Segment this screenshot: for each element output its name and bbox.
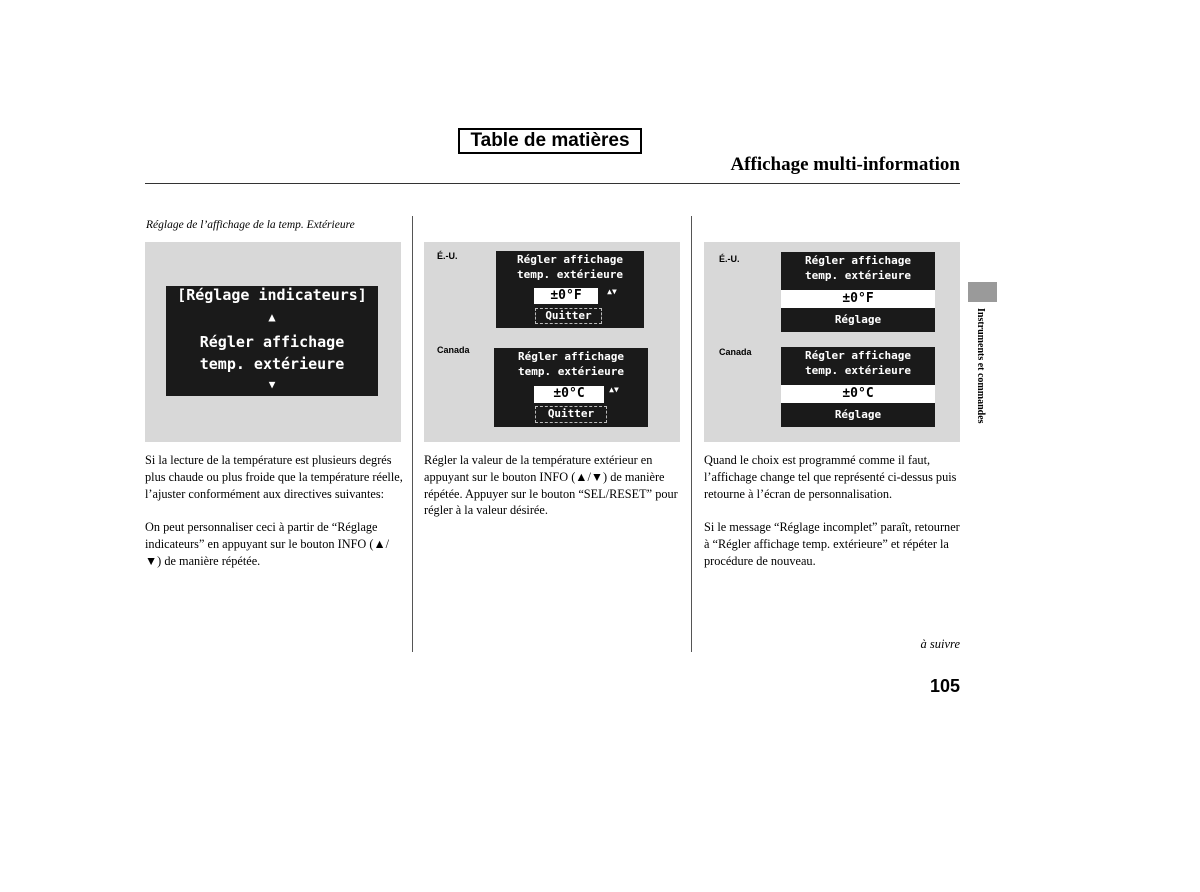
customize-display	[166, 286, 378, 396]
up-down-arrows-icon: ▲▼	[609, 385, 619, 394]
region-label: Canada	[719, 347, 752, 357]
header-rule	[145, 183, 960, 184]
display-title: Régler affichage	[805, 254, 911, 267]
temperature-value: ±0°F	[781, 290, 935, 308]
paragraph: Régler la valeur de la température extérieur en appuyant sur le bouton INFO (▲/▼) de manière répétée. Appuyer sur le bouton “SEL/RESET” pour régler à la valeur désirée.	[424, 453, 678, 518]
status-label: Réglage	[834, 408, 882, 421]
display-line: temp. extérieure	[199, 355, 345, 373]
region-label: É.-U.	[437, 251, 458, 261]
side-section-label: Instruments et commandes	[975, 308, 986, 424]
up-down-arrows-icon: ▲▼	[607, 287, 617, 296]
section-tab-marker	[968, 282, 997, 302]
column-middle-text	[424, 452, 686, 536]
display-title: temp. extérieure	[518, 365, 624, 378]
display-title: Régler affichage	[517, 253, 623, 266]
figure-caption: Réglage de l’affichage de la temp. Extérieure	[146, 219, 355, 231]
paragraph: Si la lecture de la température est plusieurs degrés plus chaude ou plus froide que la température réelle, l’ajuster conformément aux directives suivantes:	[145, 453, 403, 501]
paragraph: On peut personnaliser ceci à partir de “Réglage indicateurs” en appuyant sur le bouton INFO (▲/▼) de manière répétée.	[145, 520, 390, 568]
up-arrow-icon: ▲	[268, 310, 276, 324]
canada-adjust-display	[494, 348, 648, 427]
quit-option: Quitter	[535, 308, 602, 324]
display-title: temp. extérieure	[517, 268, 623, 281]
display-title: temp. extérieure	[805, 269, 911, 282]
display-heading: [Réglage indicateurs]	[177, 286, 367, 304]
page-number: 105	[929, 676, 960, 696]
status-label: Réglage	[834, 313, 882, 326]
column-divider	[691, 216, 692, 652]
display-title: Régler affichage	[518, 350, 624, 363]
quit-option: Quitter	[535, 406, 607, 423]
paragraph: Quand le choix est programmé comme il faut, l’affichage change tel que représenté ci-dessus puis retourne à l’écran de personnalisation.	[704, 453, 957, 501]
temperature-value: ±0°F	[534, 288, 598, 304]
temperature-value: ±0°C	[534, 386, 604, 403]
column-divider	[412, 216, 413, 652]
region-label: Canada	[437, 345, 470, 355]
column-right-text	[704, 452, 966, 586]
us-adjust-display	[496, 251, 644, 328]
paragraph: Si le message “Réglage incomplet” paraît, retourner à “Régler affichage temp. extérieure” et répéter la procédure de nouveau.	[704, 520, 960, 568]
display-title: Régler affichage	[805, 349, 911, 362]
region-label: É.-U.	[719, 254, 740, 264]
canada-confirm-display	[781, 347, 935, 427]
display-title: temp. extérieure	[805, 364, 911, 377]
display-line: Régler affichage	[199, 333, 345, 351]
section-title: Affichage multi-information	[730, 154, 960, 175]
temperature-value: ±0°C	[781, 385, 935, 403]
continued-note: à suivre	[920, 637, 960, 651]
us-confirm-display	[781, 252, 935, 332]
column-left-text	[145, 452, 403, 586]
table-of-contents-button[interactable]: Table de matières	[458, 128, 642, 154]
down-arrow-icon: ▼	[268, 378, 276, 391]
